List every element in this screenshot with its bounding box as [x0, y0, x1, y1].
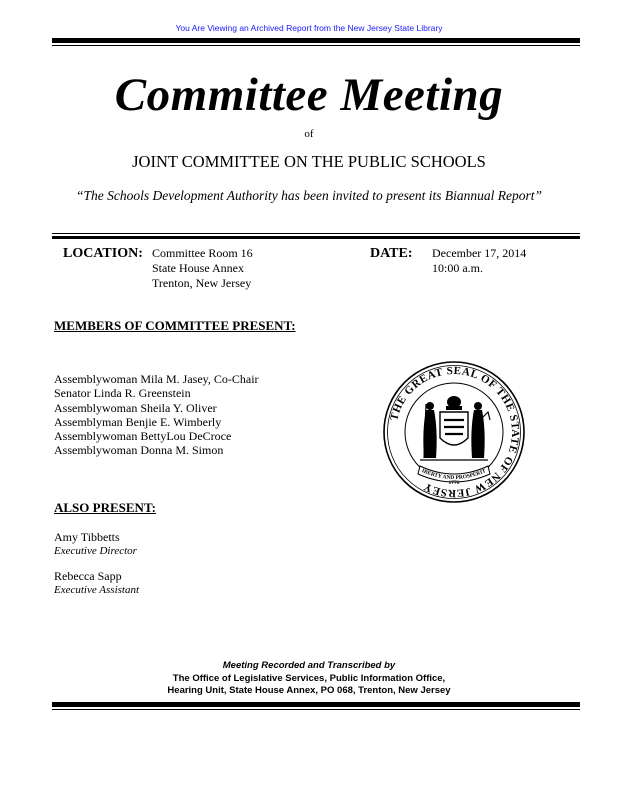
- location-line: Trenton, New Jersey: [152, 276, 252, 290]
- member-item: Assemblywoman Sheila Y. Oliver: [54, 400, 217, 415]
- top-rule-thick: [52, 38, 580, 43]
- also-present-entry: [54, 530, 137, 558]
- footer-line-1: Meeting Recorded and Transcribed by: [222, 660, 396, 671]
- footer-line-2: The Office of Legislative Services, Public Information Office,: [172, 673, 446, 684]
- also-present-entry: [54, 569, 139, 597]
- header-rule-thin: [52, 233, 580, 234]
- location-line: State House Annex: [152, 261, 244, 275]
- attendee-name: Amy Tibbetts: [54, 530, 120, 544]
- attendee-name: Rebecca Sapp: [54, 569, 122, 583]
- seal-ribbon-text: IBERTY AND PROSPERIT: [420, 468, 487, 482]
- attendee-role: Executive Director: [54, 545, 137, 557]
- date-label: DATE:: [370, 246, 413, 261]
- member-item: Assemblywoman Donna M. Simon: [54, 443, 224, 458]
- location-block: [152, 246, 253, 291]
- member-item: Senator Linda R. Greenstein: [54, 386, 191, 401]
- archive-banner: You Are Viewing an Archived Report from the New Jersey State Library: [175, 23, 443, 33]
- member-item: Assemblyman Benjie E. Wimberly: [54, 414, 222, 429]
- attendee-role: Executive Assistant: [54, 584, 140, 596]
- date-line: December 17, 2014: [432, 246, 527, 260]
- state-seal-icon: [382, 360, 526, 504]
- seal-year: 1776: [448, 480, 460, 486]
- of-connector: of: [304, 128, 314, 140]
- committee-name: JOINT COMMITTEE ON THE PUBLIC SCHOOLS: [132, 152, 486, 171]
- location-line: Committee Room 16: [152, 246, 253, 260]
- bottom-rule-thin: [52, 709, 580, 710]
- bottom-rule-thick: [52, 702, 580, 707]
- time-line: 10:00 a.m.: [432, 261, 483, 275]
- footer-line-3: Hearing Unit, State House Annex, PO 068, Trenton, New Jersey: [167, 685, 451, 696]
- header-rule-thick: [52, 236, 580, 239]
- members-list: [54, 372, 259, 458]
- meeting-subject: “The Schools Development Authority has been invited to present its Biannual Report”: [75, 188, 543, 203]
- page-title: Committee Meeting: [114, 69, 504, 121]
- members-heading: MEMBERS OF COMMITTEE PRESENT:: [54, 318, 296, 333]
- also-present-heading: ALSO PRESENT:: [54, 500, 156, 515]
- location-label: LOCATION:: [63, 246, 143, 261]
- seal-ring-text: THE GREAT SEAL OF THE STATE OF NEW JERSEY: [388, 364, 522, 500]
- member-item: Assemblywoman Mila M. Jasey, Co-Chair: [54, 372, 259, 386]
- date-block: [432, 246, 526, 276]
- top-rule-thin: [52, 45, 580, 46]
- member-item: Assemblywoman BettyLou DeCroce: [54, 429, 232, 444]
